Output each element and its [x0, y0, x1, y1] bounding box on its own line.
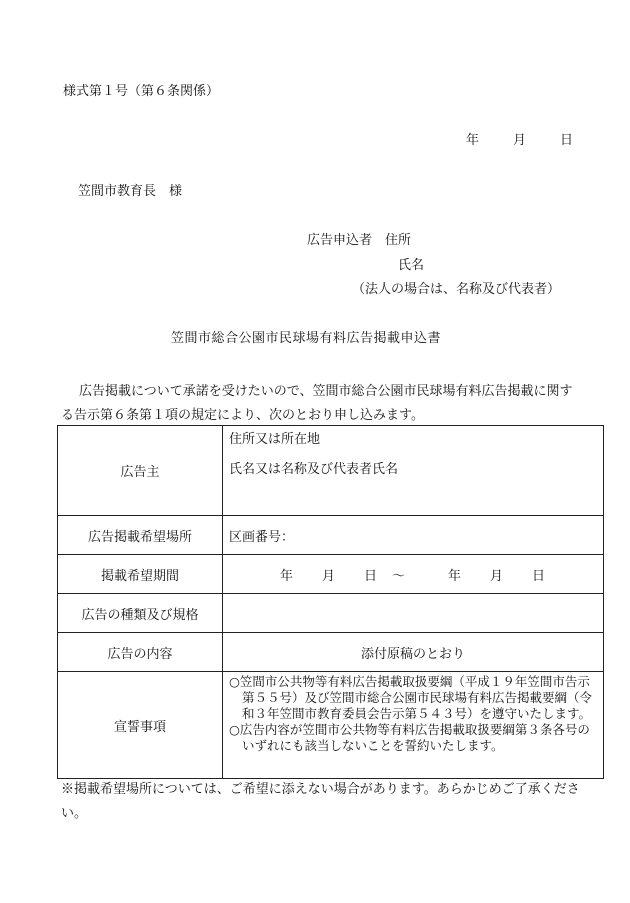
date-year-label: 年: [466, 133, 480, 148]
table-row-pledge: [58, 672, 604, 779]
form-number-label: 様式第１号（第６条関係）: [63, 84, 220, 99]
addressee: 笠間市教育長 様: [78, 184, 183, 199]
table-row-period: [58, 555, 604, 594]
table-row-location: [58, 516, 604, 555]
applicant-label: 広告申込者: [307, 233, 373, 248]
pledge-field: [223, 672, 604, 779]
table-row-type: [58, 594, 604, 633]
address-label: 住所: [385, 233, 412, 248]
advertiser-label: 広告主: [58, 426, 223, 516]
period-field[interactable]: 年 月 日 ～ 年 月 日: [223, 555, 604, 594]
applicant-address-row: [307, 234, 411, 247]
date-line: [466, 134, 573, 147]
corporation-note: （法人の場合は、名称及び代表者）: [352, 282, 561, 297]
document-title: 笠間市総合公園市民球場有料広告掲載申込書: [171, 331, 442, 346]
footnote: ※掲載希望場所については、ご希望に添えない場合があります。あらかじめご了承ください。: [61, 782, 580, 821]
applicant-name-label: 氏名: [398, 258, 425, 273]
advertiser-name-label: 氏名又は名称及び代表者氏名: [229, 462, 399, 477]
period-label: 掲載希望期間: [58, 555, 223, 594]
advertiser-address-label: 住所又は所在地: [229, 432, 321, 447]
pledge-label: 宣誓事項: [58, 672, 223, 779]
pledge-item-1: ○笠間市公共物等有料広告掲載取扱要綱（平成１９年笠間市告示第５５号）及び笠間市総合公園市民球場有料広告掲載要綱（令和３年笠間市教育委員会告示第５４３号）を遵守いたします。: [229, 674, 593, 721]
advertiser-field[interactable]: [223, 426, 604, 516]
intro-paragraph: 広告掲載について承諾を受けたいので、笠間市総合公園市民球場有料広告掲載に関する告示第６条第１項の規定により、次のとおり申し込みます。: [61, 384, 573, 423]
type-label: 広告の種類及び規格: [58, 594, 223, 633]
content-field: 添付原稿のとおり: [223, 633, 604, 672]
location-field[interactable]: 区画番号：: [223, 516, 604, 555]
table-row-advertiser: [58, 426, 604, 516]
pledge-item-2: ○広告内容が笠間市公共物等有料広告掲載取扱要綱第３条各号のいずれにも該当しないことを誓約いたします。: [229, 722, 590, 753]
date-day-label: 日: [560, 133, 574, 148]
date-month-label: 月: [513, 133, 527, 148]
location-label: 広告掲載希望場所: [58, 516, 223, 555]
table-row-content: [58, 633, 604, 672]
application-table: [57, 425, 604, 779]
type-field[interactable]: [223, 594, 604, 633]
content-label: 広告の内容: [58, 633, 223, 672]
